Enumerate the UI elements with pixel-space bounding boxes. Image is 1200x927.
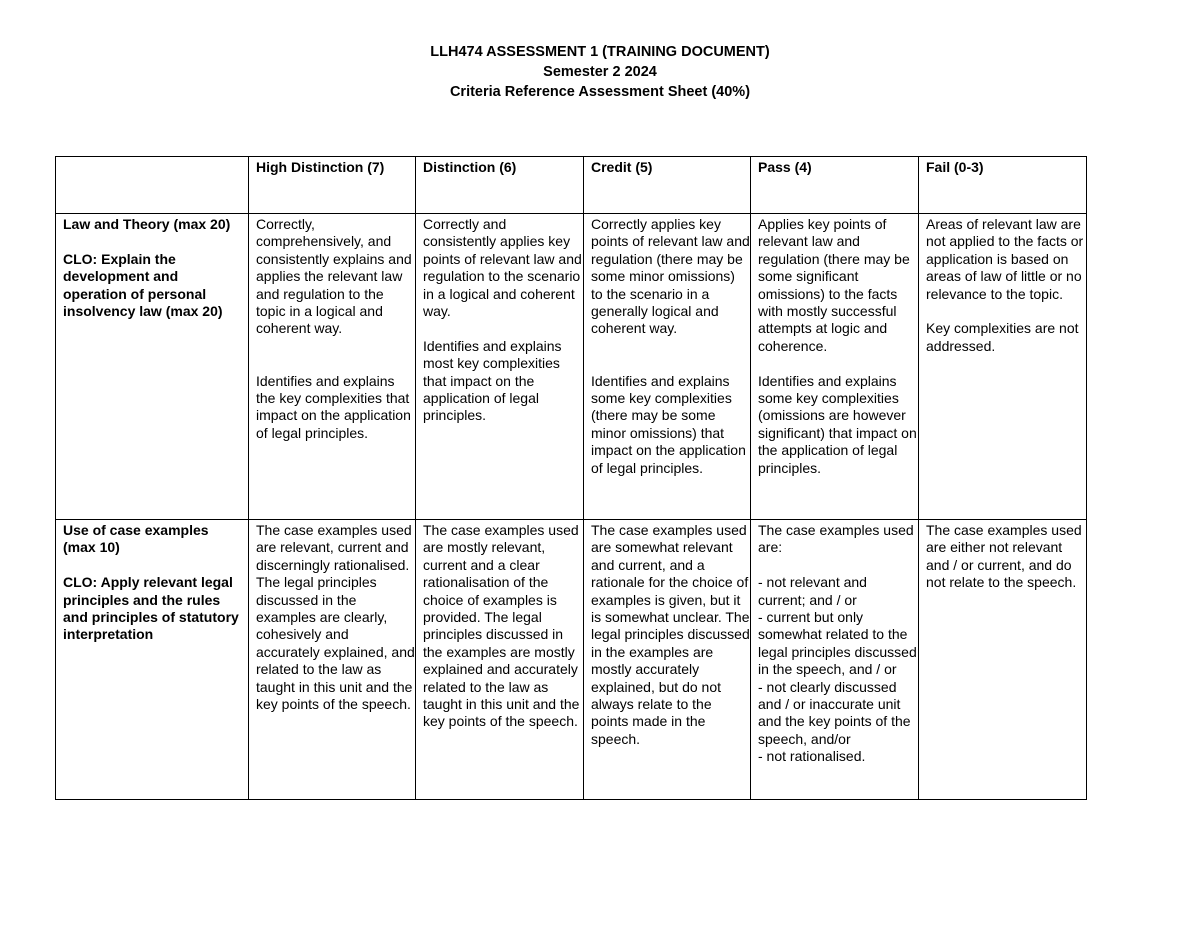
cell-text: - not relevant and current; and / or [758, 574, 867, 608]
criterion-clo: CLO: Apply relevant legal principles and the rules and principles of statutory interpretation [63, 574, 239, 643]
cell-text: Identifies and explains the key complexities that impact on the application of legal principles. [256, 372, 411, 441]
cell-law-pass [751, 214, 919, 520]
cell-cases-high-distinction [249, 520, 416, 800]
header-credit: Credit (5) [584, 157, 751, 214]
cell-text: The case examples used are relevant, current and discerningly rationalised. The legal principles discussed in the examples are clearly, cohesively and accurately explained, and related to the law as taught in this unit and the key points of the speech. [256, 522, 415, 713]
cell-cases-distinction [416, 520, 584, 800]
cell-text: Correctly, comprehensively, and consistently explains and applies the relevant law and regulation to the topic in a logical and coherent way. [256, 216, 412, 337]
cell-cases-pass [751, 520, 919, 800]
cell-text: The case examples used are: [758, 522, 914, 556]
document-subtitle: Criteria Reference Assessment Sheet (40%) [449, 84, 751, 100]
cell-text: Identifies and explains some key complexities (there may be some minor omissions) that impact on the application of legal principles. [591, 372, 746, 476]
cell-text: - current but only somewhat related to the legal principles discussed in the speech, and / or [758, 609, 917, 678]
table-row [56, 520, 1087, 800]
header-fail: Fail (0-3) [919, 157, 1087, 214]
header-row [56, 157, 1087, 214]
cell-text: Areas of relevant law are not applied to the facts or application is based on areas of law of little or no relevance to the topic. [926, 216, 1084, 302]
document-heading [0, 42, 1200, 102]
header-pass: Pass (4) [751, 157, 919, 214]
header-distinction: Distinction (6) [416, 157, 584, 214]
cell-text: The case examples used are either not relevant and / or current, and do not relate to the speech. [926, 522, 1082, 591]
cell-cases-fail [919, 520, 1087, 800]
criterion-label: Use of case examples (max 10) [63, 522, 209, 556]
cell-law-high-distinction [249, 214, 416, 520]
table-row [56, 214, 1087, 520]
cell-text: Identifies and explains most key complexities that impact on the application of legal principles. [423, 337, 562, 424]
cell-text: Key complexities are not addressed. [926, 320, 1079, 354]
rubric-table [55, 156, 1087, 800]
document-semester: Semester 2 2024 [543, 64, 657, 80]
cell-cases-credit [584, 520, 751, 800]
cell-law-credit [584, 214, 751, 520]
cell-law-distinction [416, 214, 584, 520]
header-blank-cell [56, 157, 249, 214]
cell-law-fail [919, 214, 1087, 520]
cell-text: - not clearly discussed and / or inaccurate unit and the key points of the speech, and/or [758, 678, 911, 747]
cell-text: Applies key points of relevant law and regulation (there may be some significant omissions) to the facts with mostly successful attempts at logic and coherence. [758, 216, 910, 354]
cell-text: The case examples used are somewhat relevant and current, and a rationale for the choice of examples is given, but it is somewhat unclear. The legal principles discussed in the examples are mostly accurately explained, but do not always relate to the points made in the speech. [591, 522, 750, 747]
header-high-distinction: High Distinction (7) [249, 157, 416, 214]
cell-text: Correctly and consistently applies key points of relevant law and regulation to the scenario in a logical and coherent way. [423, 216, 582, 320]
criterion-law-and-theory [56, 214, 249, 520]
cell-text: Correctly applies key points of relevant law and regulation (there may be some minor omissions) to the scenario in a generally logical and coherent way. [591, 216, 750, 337]
cell-text: - not rationalised. [758, 748, 866, 765]
cell-text: Identifies and explains some key complexities (omissions are however significant) that impact on the application of legal principles. [758, 372, 917, 476]
criterion-label: Law and Theory (max 20) [63, 216, 231, 232]
criterion-clo: CLO: Explain the development and operation of personal insolvency law (max 20) [63, 250, 223, 320]
document-title: LLH474 ASSESSMENT 1 (TRAINING DOCUMENT) [430, 44, 770, 60]
cell-text: The case examples used are mostly relevant, current and a clear rationalisation of the choice of examples is provided. The legal principles discussed in the examples are mostly explained and accurately related to the law as taught in this unit and the key points of the speech. [423, 522, 580, 730]
criterion-case-examples [56, 520, 249, 800]
